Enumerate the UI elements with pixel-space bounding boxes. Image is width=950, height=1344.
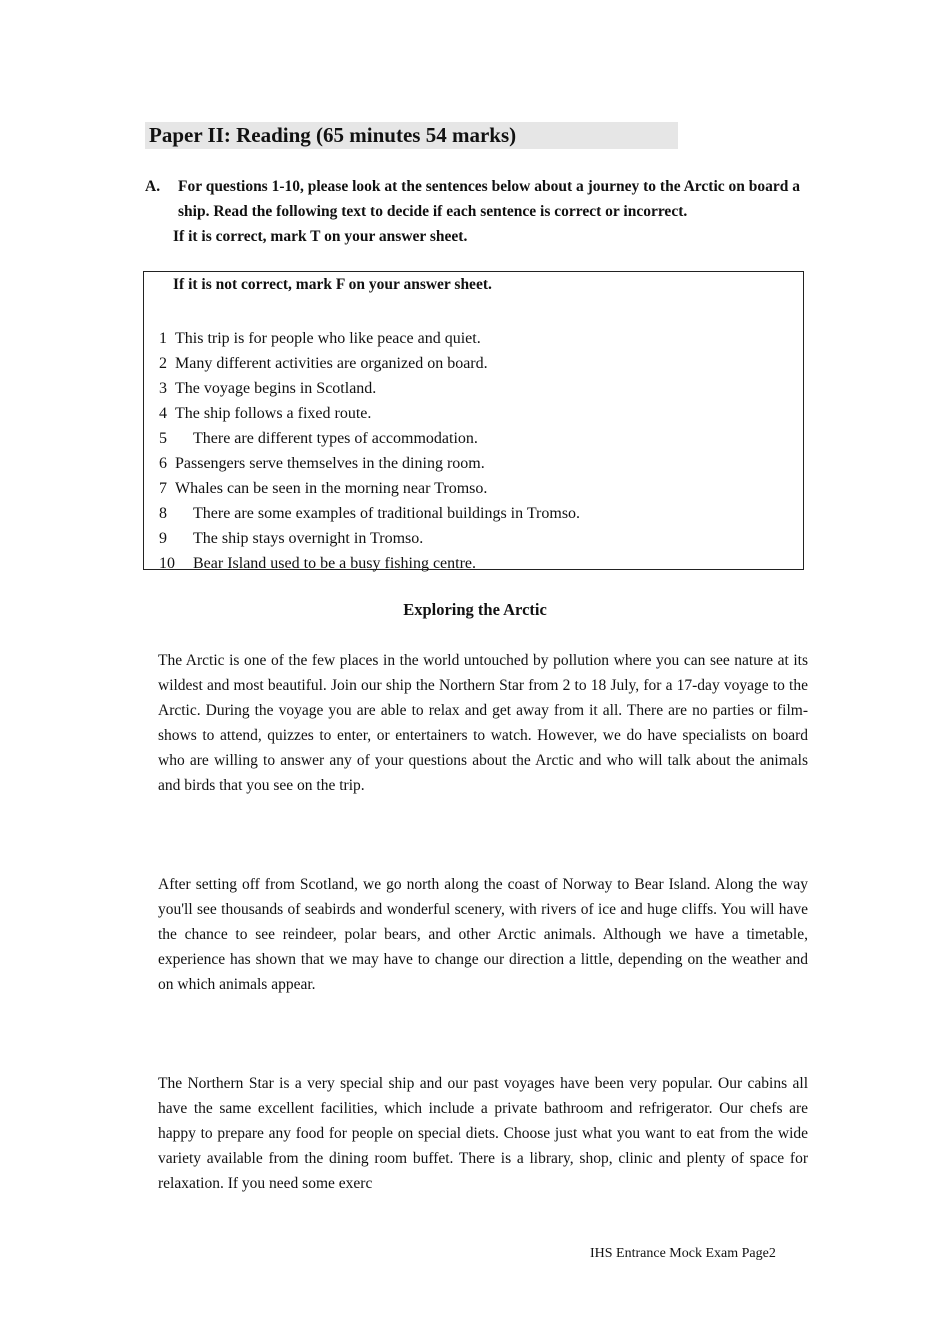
question-item [159,526,580,551]
question-item [159,351,580,376]
question-text: Whales can be seen in the morning near Tromso. [175,480,488,497]
paper-title: Paper II: Reading (65 minutes 54 marks) [145,122,678,149]
article-paragraph: The Northern Star is a very special ship and our past voyages have been very popular. Our cabins all have the same excellent facilities, which include a private bathroom and refrigerator. Our chefs are happy to prepare any food for people on special diets. Choose just what you want to eat from the wide variety available from the dining room buffet. There is a library, shop, clinic and plenty of space for relaxation. If you need some exerc [158,1075,808,1192]
question-number: 3 [159,380,167,397]
question-number: 4 [159,405,167,422]
question-number: 1 [159,330,167,347]
question-text: The ship stays overnight in Tromso. [193,530,424,547]
question-item [159,376,580,401]
question-item [159,326,580,351]
question-item [159,501,580,526]
question-list [159,326,580,576]
question-number: 5 [159,430,167,447]
question-number: 2 [159,355,167,372]
question-text: The ship follows a fixed route. [175,405,372,422]
instructions-mark-true: If it is correct, mark T on your answer sheet. [173,228,468,245]
instructions [145,174,810,249]
question-number: 9 [159,530,167,547]
question-item [159,426,580,451]
question-text: Passengers serve themselves in the dining room. [175,455,485,472]
question-item [159,451,580,476]
question-text: Many different activities are organized on board. [175,355,488,372]
question-item [159,401,580,426]
article-heading: Exploring the Arctic [403,600,547,619]
question-text: Bear Island used to be a busy fishing centre. [193,555,477,572]
instructions-mark-false: If it is not correct, mark F on your answer sheet. [173,276,492,293]
question-number: 7 [159,480,167,497]
question-item [159,551,580,576]
section-label: A. [145,178,161,195]
page-footer: IHS Entrance Mock Exam Page2 [590,1246,776,1261]
question-text: There are different types of accommodation. [193,430,478,447]
article-paragraph: The Arctic is one of the few places in the world untouched by pollution where you can see nature at its wildest and most beautiful. Join our ship the Northern Star from 2 to 18 July, for a 17-day voyage to the Arctic. During the voyage you are able to relax and get away from it all. There are no parties or film-shows to attend, quizzes to enter, or entertainers to watch. However, we do have specialists on board who are willing to answer any of your questions about the Arctic and who will talk about the animals and birds that you see on the trip. [158,652,808,794]
question-box [143,271,804,570]
question-number: 10 [159,555,175,572]
question-number: 8 [159,505,167,522]
question-item [159,476,580,501]
article-paragraph: After setting off from Scotland, we go north along the coast of Norway to Bear Island. Along the way you'll see thousands of seabirds and wonderful scenery, with rivers of ice and huge cliffs. You will have the chance to see reindeer, polar bears, and other Arctic animals. Although we have a timetable, experience has shown that we may have to change our direction a little, depending on the weather and on which animals appear. [158,876,808,993]
question-text: The voyage begins in Scotland. [175,380,377,397]
question-text: This trip is for people who like peace and quiet. [175,330,481,347]
question-text: There are some examples of traditional buildings in Tromso. [193,505,581,522]
question-number: 6 [159,455,167,472]
instructions-text: For questions 1-10, please look at the sentences below about a journey to the Arctic on board a ship. Read the following text to decide if each sentence is correct or incorrect. [178,178,800,220]
